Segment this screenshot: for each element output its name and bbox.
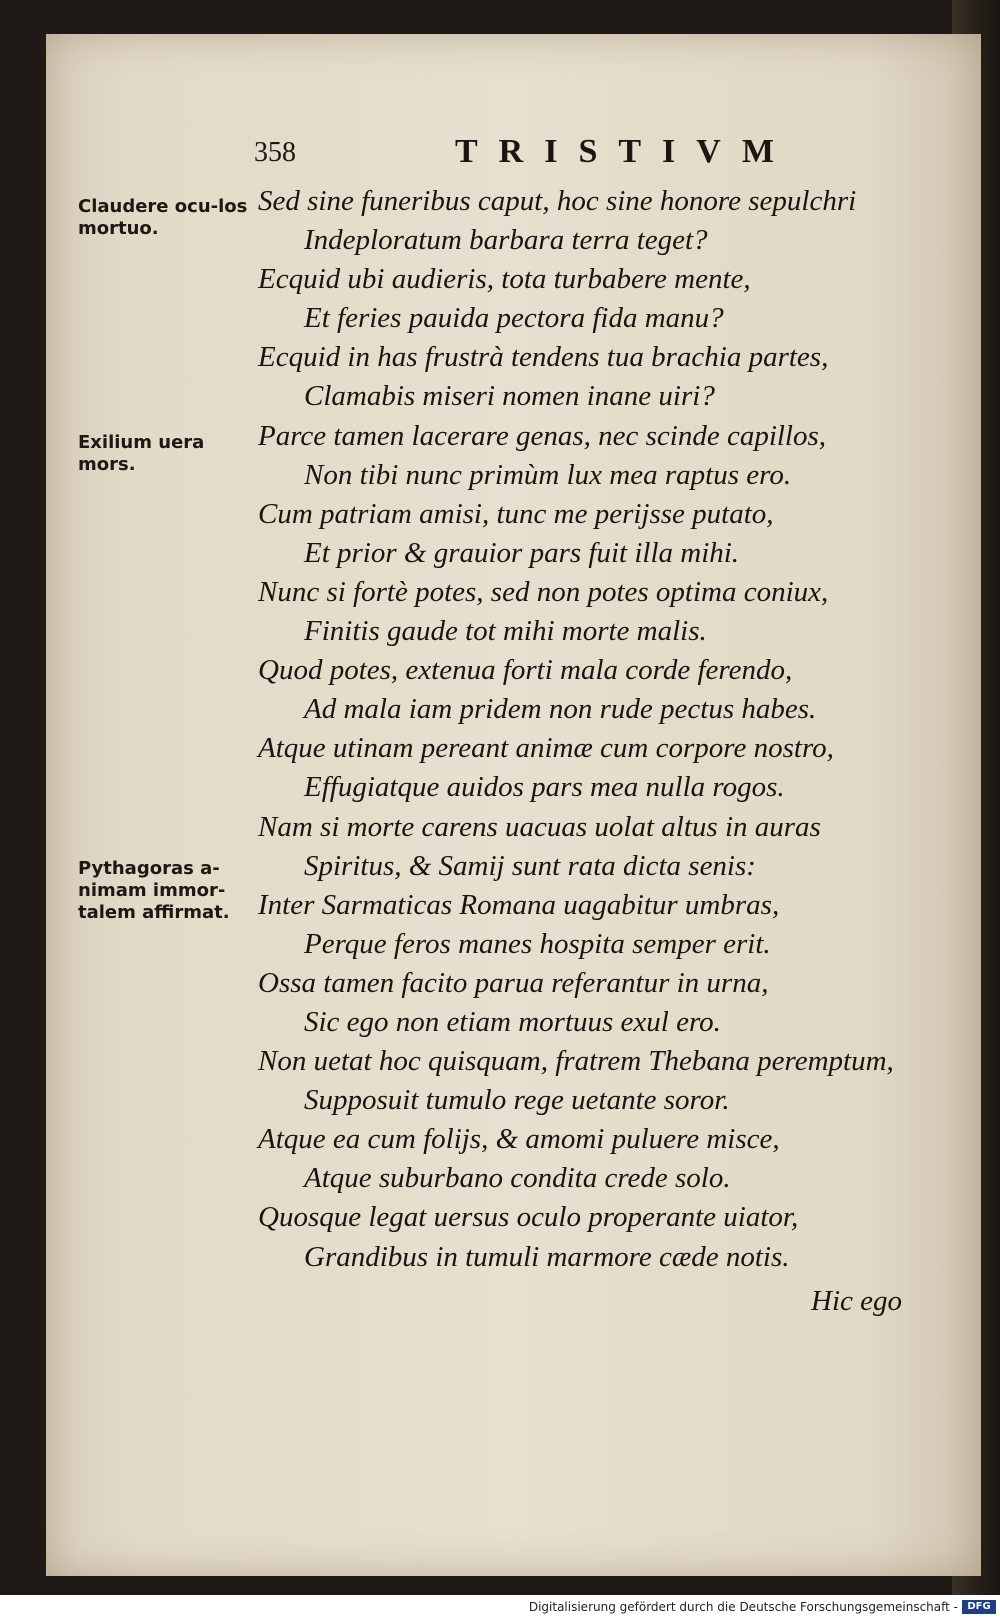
footer-bar bbox=[0, 1595, 1000, 1620]
verse-line: Sed sine funeribus caput, hoc sine honore sepulchri bbox=[258, 185, 857, 217]
verse-line: Perque feros manes hospita semper erit. bbox=[304, 927, 771, 960]
verse-line: Ad mala iam pridem non rude pectus habes. bbox=[304, 693, 817, 726]
verse-line: Clamabis miseri nomen inane uiri? bbox=[304, 380, 715, 413]
page-header bbox=[250, 133, 810, 173]
marginal-note: Exilium uera mors. bbox=[78, 432, 205, 475]
verse-line: Atque ea cum folijs, & amomi puluere misce, bbox=[258, 1123, 780, 1156]
marginal-note: Claudere ocu-los mortuo. bbox=[78, 196, 248, 239]
verse-line: Et feries pauida pectora fida manu? bbox=[304, 302, 724, 335]
dfg-logo-icon: DFG bbox=[962, 1600, 996, 1614]
verse-line: Quosque legat uersus oculo properante uiator, bbox=[258, 1201, 799, 1234]
verse-line: Nunc si fortè potes, sed non potes optima coniux, bbox=[258, 575, 829, 608]
verse-line: Indeploratum barbara terra teget? bbox=[304, 224, 708, 257]
verse-line: Quod potes, extenua forti mala corde ferendo, bbox=[258, 654, 793, 687]
verse-line: Supposuit tumulo rege uetante soror. bbox=[304, 1084, 730, 1117]
verse-line: Et prior & grauior pars fuit illa mihi. bbox=[304, 536, 740, 569]
verse-line: Grandibus in tumuli marmore cæde notis. bbox=[304, 1240, 790, 1273]
verse-line: Atque utinam pereant animæ cum corpore nostro, bbox=[258, 732, 834, 765]
catchword: Hic ego bbox=[811, 1285, 902, 1317]
verse-line: Nam si morte carens uacuas uolat altus in auras bbox=[258, 810, 821, 843]
marginal-note: Pythagoras a-nimam immor-talem affirmat. bbox=[78, 858, 230, 923]
verse-line: Non uetat hoc quisquam, fratrem Thebana peremptum, bbox=[258, 1045, 894, 1078]
verse-line: Parce tamen lacerare genas, nec scinde capillos, bbox=[258, 419, 827, 452]
verse-line: Non tibi nunc primùm lux mea raptus ero. bbox=[304, 458, 792, 491]
verse-line: Cum patriam amisi, tunc me perijsse putato, bbox=[258, 497, 774, 530]
verse-block bbox=[258, 182, 938, 1277]
page-number: 358 bbox=[254, 137, 296, 168]
verse-line: Inter Sarmaticas Romana uagabitur umbras, bbox=[258, 888, 780, 921]
verse-line: Ecquid in has frustrà tendens tua brachia partes, bbox=[258, 341, 829, 374]
verse-line: Ossa tamen facito parua referantur in urna, bbox=[258, 966, 769, 999]
verse-line: Effugiatque auidos pars mea nulla rogos. bbox=[304, 771, 785, 804]
verse-line: Atque suburbano condita crede solo. bbox=[304, 1162, 731, 1195]
running-head: TRISTIVM bbox=[455, 133, 795, 170]
verse-line: Sic ego non etiam mortuus exul ero. bbox=[304, 1005, 721, 1038]
funding-credit: Digitalisierung gefördert durch die Deutsche Forschungsgemeinschaft - bbox=[528, 1600, 958, 1614]
verse-line: Spiritus, & Samij sunt rata dicta senis: bbox=[304, 849, 756, 882]
verse-line: Finitis gaude tot mihi morte malis. bbox=[304, 615, 707, 648]
verse-line: Ecquid ubi audieris, tota turbabere mente, bbox=[258, 263, 751, 296]
